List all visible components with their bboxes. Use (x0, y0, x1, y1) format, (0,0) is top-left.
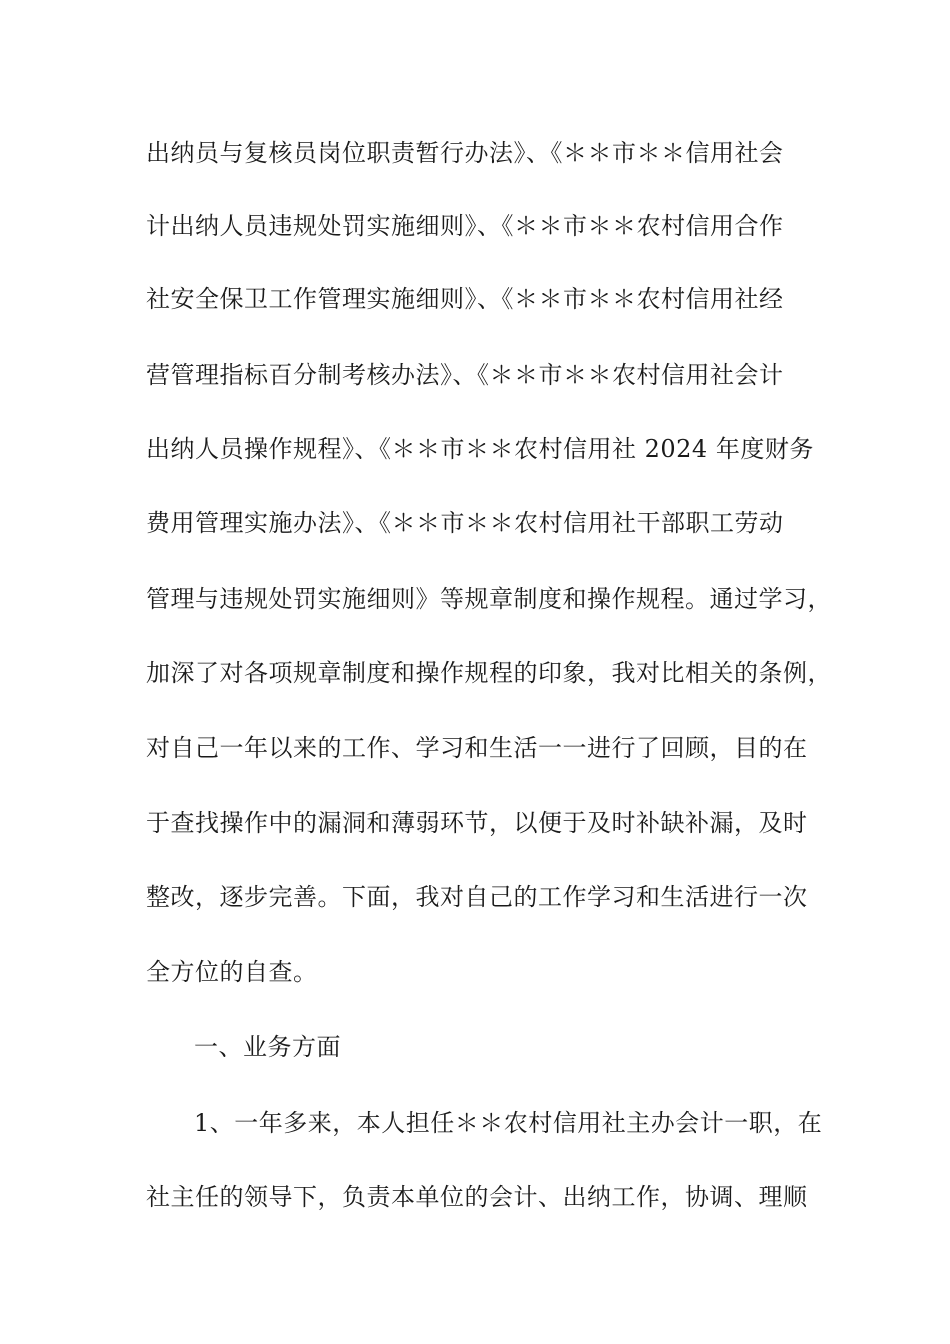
text-line: 于查找操作中的漏洞和薄弱环节，以便于及时补缺补漏，及时 (146, 809, 808, 837)
section-heading: 一、业务方面 (194, 1033, 341, 1061)
text-line: 营管理指标百分制考核办法》、《＊＊市＊＊农村信用社会计 (146, 361, 784, 389)
text-line: 出纳人员操作规程》、《＊＊市＊＊农村信用社 2024 年度财务 (146, 435, 814, 463)
text-line: 加深了对各项规章制度和操作规程的印象，我对比相关的条例， (146, 659, 832, 687)
text-line: 费用管理实施办法》、《＊＊市＊＊农村信用社干部职工劳动 (146, 509, 784, 537)
text-line: 1、一年多来，本人担任＊＊农村信用社主办会计一职，在 (194, 1109, 823, 1137)
text-line: 出纳员与复核员岗位职责暂行办法》、《＊＊市＊＊信用社会 (146, 139, 784, 167)
text-line: 全方位的自查。 (146, 958, 318, 986)
text-line: 整改，逐步完善。下面，我对自己的工作学习和生活进行一次 (146, 883, 808, 911)
text-line: 管理与违规处罚实施细则》等规章制度和操作规程。通过学习， (146, 585, 832, 613)
text-line: 对自己一年以来的工作、学习和生活一一进行了回顾，目的在 (146, 734, 808, 762)
text-line: 社安全保卫工作管理实施细则》、《＊＊市＊＊农村信用社经 (146, 285, 784, 313)
text-line: 计出纳人员违规处罚实施细则》、《＊＊市＊＊农村信用合作 (146, 212, 784, 240)
text-line: 社主任的领导下，负责本单位的会计、出纳工作，协调、理顺 (146, 1183, 808, 1211)
